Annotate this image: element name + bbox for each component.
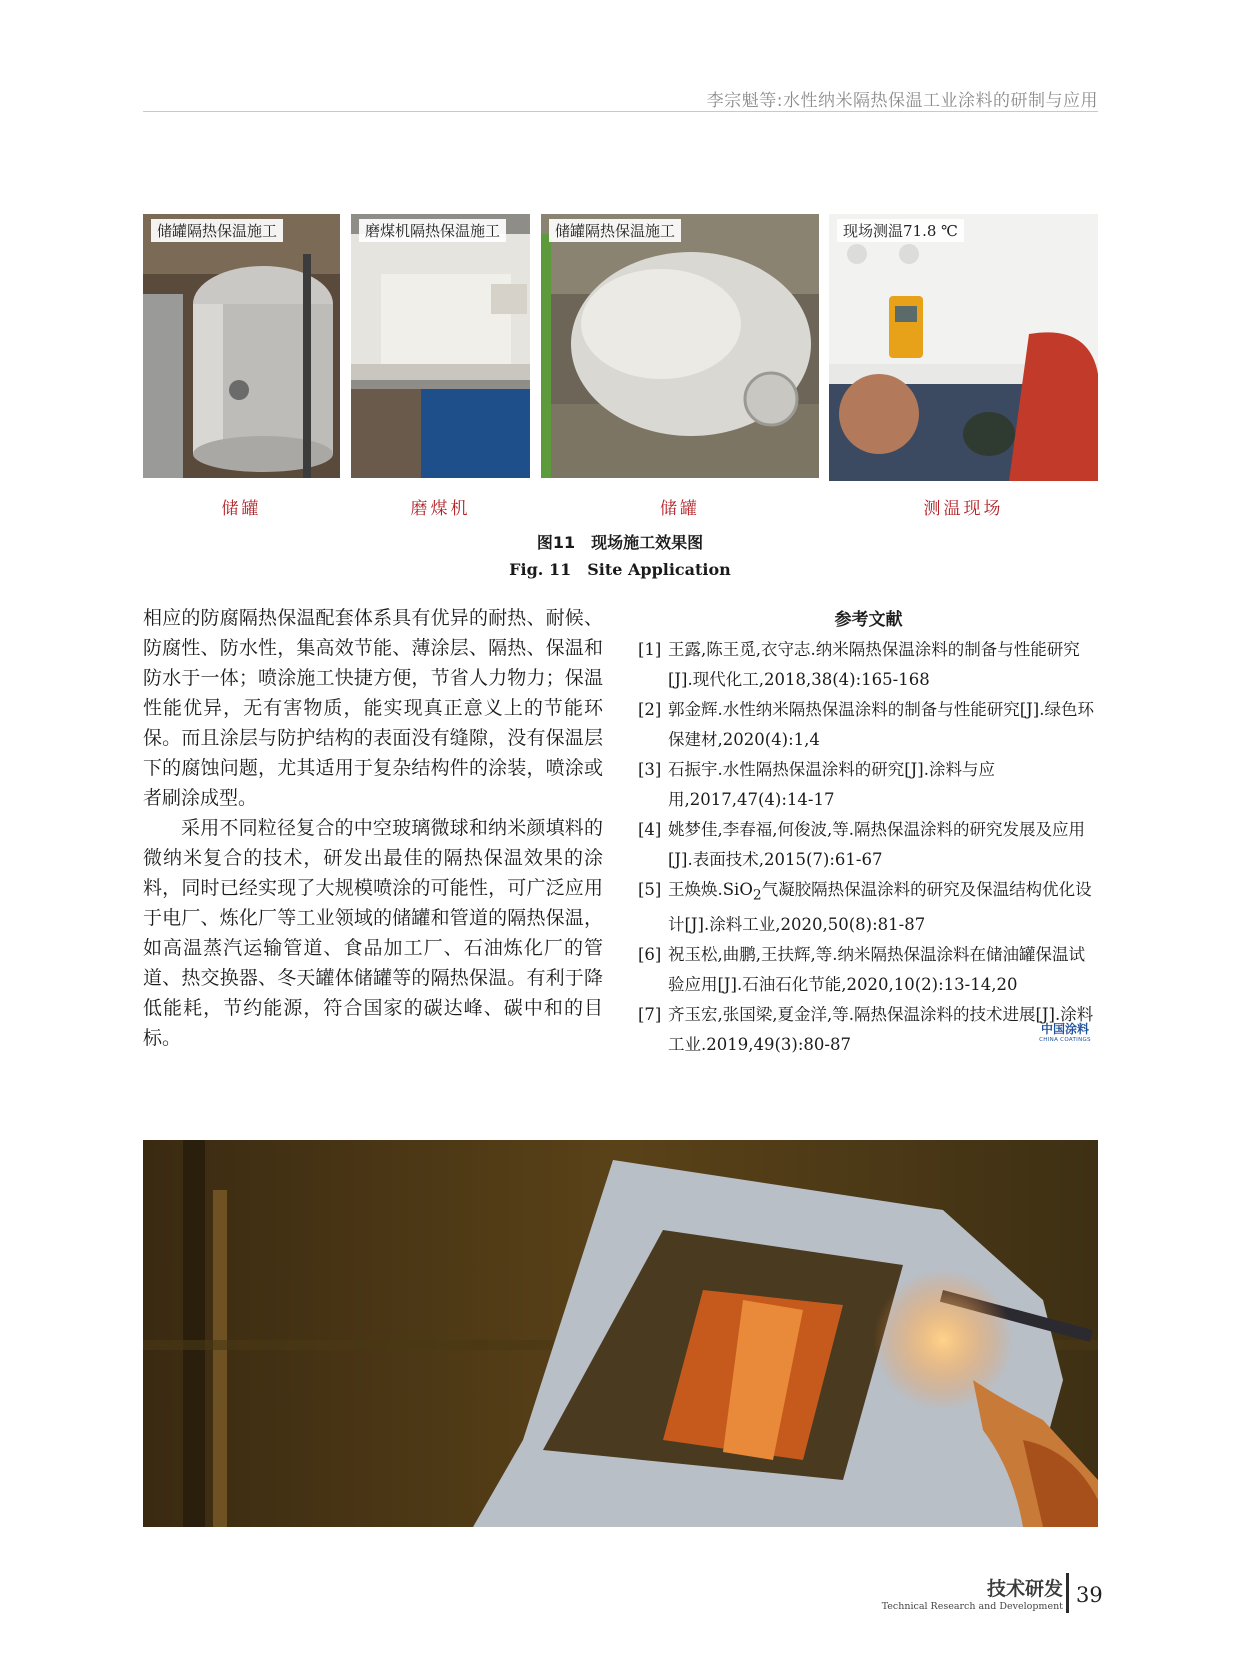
reference-item	[638, 940, 1100, 1000]
photo-storage-tank-2-image	[541, 214, 819, 478]
reference-text: 祝玉松,曲鹏,王扶辉,等.纳米隔热保温涂料在储油罐保温试验应用[J].石油石化节能,2020,10(2):13-14,20	[668, 945, 1085, 995]
reference-number: [1]	[638, 640, 662, 659]
reference-number: [5]	[638, 880, 662, 899]
panel-label: 储罐	[221, 499, 262, 519]
photo-tag: 储罐隔热保温施工	[549, 219, 681, 242]
photo-coal-mill	[351, 214, 530, 478]
reference-item	[638, 695, 1100, 755]
photo-temperature-measurement	[829, 214, 1098, 481]
photo-storage-tank-2	[541, 214, 819, 478]
body-text	[143, 603, 603, 1053]
photo-temperature-measurement-image	[829, 214, 1098, 481]
footer-divider	[1066, 1573, 1069, 1613]
body-paragraph: 采用不同粒径复合的中空玻璃微球和纳米颜填料的微纳米复合的技术，研发出最佳的隔热保温效果的涂料，同时已经实现了大规模喷涂的可能性，可广泛应用于电厂、炼化厂等工业领域的储罐和管道的隔热保温，如高温蒸汽运输管道、食品加工厂、石油炼化厂的管道、热交换器、冬天罐体储罐等的隔热保温。有利于降低能耗，节约能源，符合国家的碳达峰、碳中和的目标。	[143, 817, 603, 1049]
photo-tag: 磨煤机隔热保温施工	[359, 219, 506, 242]
reference-text: 石振宇.水性隔热保温涂料的研究[J].涂料与应用,2017,47(4):14-17	[668, 760, 995, 809]
reference-text: 郭金辉.水性纳米隔热保温涂料的制备与性能研究[J].绿色环保建材,2020(4):1,4	[668, 700, 1094, 749]
panel-label: 磨煤机	[410, 499, 471, 519]
panel-label: 测温现场	[923, 499, 1004, 519]
page-number: 39	[1076, 1583, 1103, 1607]
reference-number: [6]	[638, 945, 662, 965]
photo-coal-mill-image	[351, 214, 530, 478]
reference-number: [4]	[638, 820, 662, 839]
china-coatings-logo	[1030, 1020, 1100, 1043]
reference-text: 王露,陈王觅,衣守志.纳米隔热保温涂料的制备与性能研究[J].现代化工,2018,38(4):165-168	[668, 640, 1080, 689]
photo-tag: 现场测温71.8 ℃	[837, 219, 964, 242]
header-rule	[143, 111, 1098, 112]
photo-tag: 储罐隔热保温施工	[151, 219, 283, 242]
footer-section-en: Technical Research and Development	[881, 1601, 1063, 1612]
reference-item	[638, 875, 1100, 940]
running-title: 李宗魁等:水性纳米隔热保温工业涂料的研制与应用	[706, 91, 1098, 111]
reference-text-before: 王焕焕.SiO	[668, 880, 753, 899]
reference-number: [3]	[638, 760, 662, 779]
reference-subscript: 2	[752, 887, 762, 904]
footer-section-zh: 技术研发	[986, 1578, 1063, 1600]
photo-storage-tank-1	[143, 214, 340, 478]
figure-caption-zh: 图11 现场施工效果图	[536, 533, 704, 552]
spray-painting-photo	[143, 1140, 1098, 1527]
panel-label: 储罐	[660, 499, 700, 519]
spray-painting-photo-image	[143, 1140, 1098, 1527]
figure-caption-en: Fig. 11 Site Application	[509, 560, 731, 579]
reference-text-after: 气凝胶隔热保温涂料的研究及保温结构优化设计[J].涂料工业,2020,50(8):81-87	[668, 880, 1092, 935]
reference-text: 齐玉宏,张国梁,夏金洋,等.隔热保温涂料的技术进展[J].涂料工业.2019,49(3):80-87	[668, 1005, 1094, 1055]
logo-text-en: CHINA COATINGS	[1039, 1037, 1091, 1043]
photo-storage-tank-1-image	[143, 214, 340, 478]
reference-number: [7]	[638, 1005, 662, 1025]
reference-item	[638, 815, 1100, 875]
reference-list	[638, 635, 1100, 1060]
reference-text: 姚梦佳,李春福,何俊波,等.隔热保温涂料的研究发展及应用[J].表面技术,2015(7):61-67	[668, 820, 1085, 869]
reference-item	[638, 635, 1100, 695]
references-title: 参考文献	[834, 610, 903, 630]
logo-text-cn: 中国涂料	[1040, 1022, 1089, 1036]
reference-item	[638, 755, 1100, 815]
body-paragraph: 相应的防腐隔热保温配套体系具有优异的耐热、耐候、防腐性、防水性，集高效节能、薄涂层、隔热、保温和防水于一体；喷涂施工快捷方便，节省人力物力；保温性能优异，无有害物质，能实现真正意义上的节能环保。而且涂层与防护结构的表面没有缝隙，没有保温层下的腐蚀问题，尤其适用于复杂结构件的涂装，喷涂或者刷涂成型。	[143, 607, 603, 809]
reference-number: [2]	[638, 700, 662, 719]
